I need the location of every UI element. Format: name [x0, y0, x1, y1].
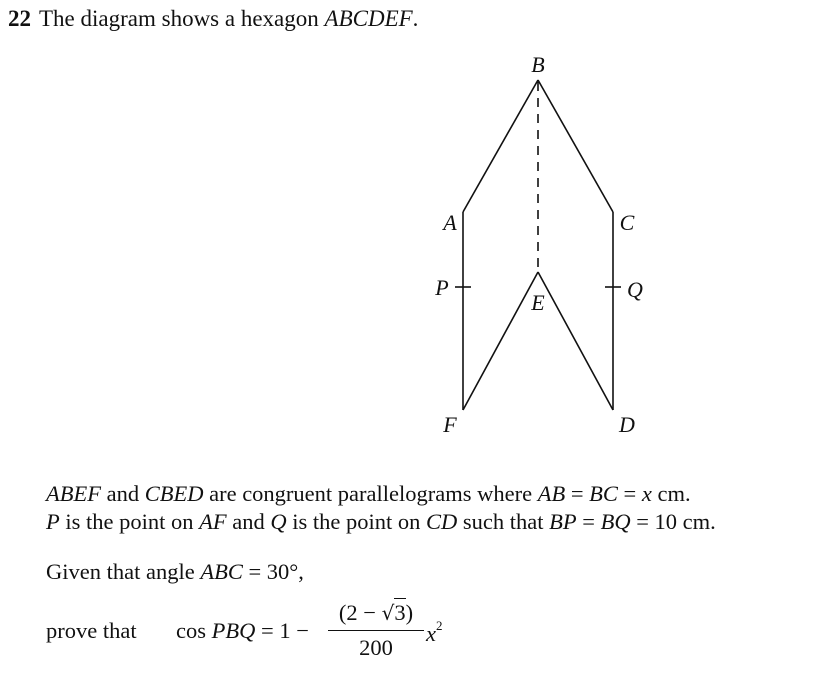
text-fragment: such that — [457, 509, 550, 534]
numerator-open: (2 − — [338, 600, 382, 625]
question-number: 22 — [8, 6, 31, 31]
exponent: 2 — [436, 618, 443, 633]
text-fragment: is the point on — [59, 509, 200, 534]
text-fragment: = — [576, 509, 601, 534]
text-fragment: are congruent parallelograms where — [203, 481, 538, 506]
question-intro-text: The diagram shows a hexagon — [39, 6, 325, 31]
term-abc: ABC — [200, 559, 243, 584]
label-c: C — [619, 210, 635, 235]
variable-x: x — [426, 621, 436, 646]
text-fragment: = 10 cm. — [630, 509, 716, 534]
equals-one-minus: = 1 − — [255, 618, 309, 643]
term-p: P — [46, 509, 60, 534]
fraction-denominator: 200 — [359, 635, 393, 660]
term-ab: AB — [537, 481, 566, 506]
sqrt-symbol: √ — [381, 601, 395, 625]
edge-fe — [463, 272, 538, 410]
cos-function: cos — [176, 618, 212, 643]
text-fragment: and — [100, 481, 145, 506]
term-bc: BC — [589, 481, 618, 506]
prove-label: prove that — [46, 618, 137, 643]
text-fragment: = 30°, — [242, 559, 304, 584]
label-p: P — [435, 275, 449, 300]
text-fragment: = — [565, 481, 590, 506]
label-d: D — [619, 412, 635, 437]
term-bq: BQ — [600, 509, 631, 534]
text-fragment: is the point on — [286, 509, 426, 534]
parallelogram-statement — [46, 480, 691, 508]
label-q: Q — [627, 277, 643, 302]
label-a: A — [443, 210, 457, 235]
term-af: AF — [199, 509, 227, 534]
term-abef: ABEF — [46, 481, 101, 506]
fraction-numerator — [328, 600, 424, 631]
question-intro-end: . — [412, 6, 419, 31]
term-cbed: CBED — [144, 481, 204, 506]
angle-statement — [46, 558, 304, 586]
fraction — [328, 600, 424, 661]
text-fragment: cm. — [651, 481, 691, 506]
label-b: B — [531, 52, 545, 77]
label-f: F — [443, 412, 457, 437]
numerator-close: ) — [405, 600, 414, 625]
cos-expression — [176, 618, 309, 644]
x-squared — [426, 618, 443, 647]
text-fragment: and — [226, 509, 271, 534]
label-e: E — [531, 290, 545, 315]
edge-ab — [463, 80, 538, 212]
points-statement — [46, 508, 716, 536]
text-fragment: Given that angle — [46, 559, 201, 584]
term-bp: BP — [549, 509, 577, 534]
edge-bc — [538, 80, 613, 212]
text-fragment: = — [617, 481, 642, 506]
term-q: Q — [270, 509, 287, 534]
angle-pbq: PBQ — [211, 618, 256, 643]
hexagon-name: ABCDEF — [324, 6, 413, 31]
term-cd: CD — [426, 509, 458, 534]
sqrt-argument: 3 — [394, 600, 406, 625]
term-x: x — [641, 481, 652, 506]
edge-ed — [538, 272, 613, 410]
